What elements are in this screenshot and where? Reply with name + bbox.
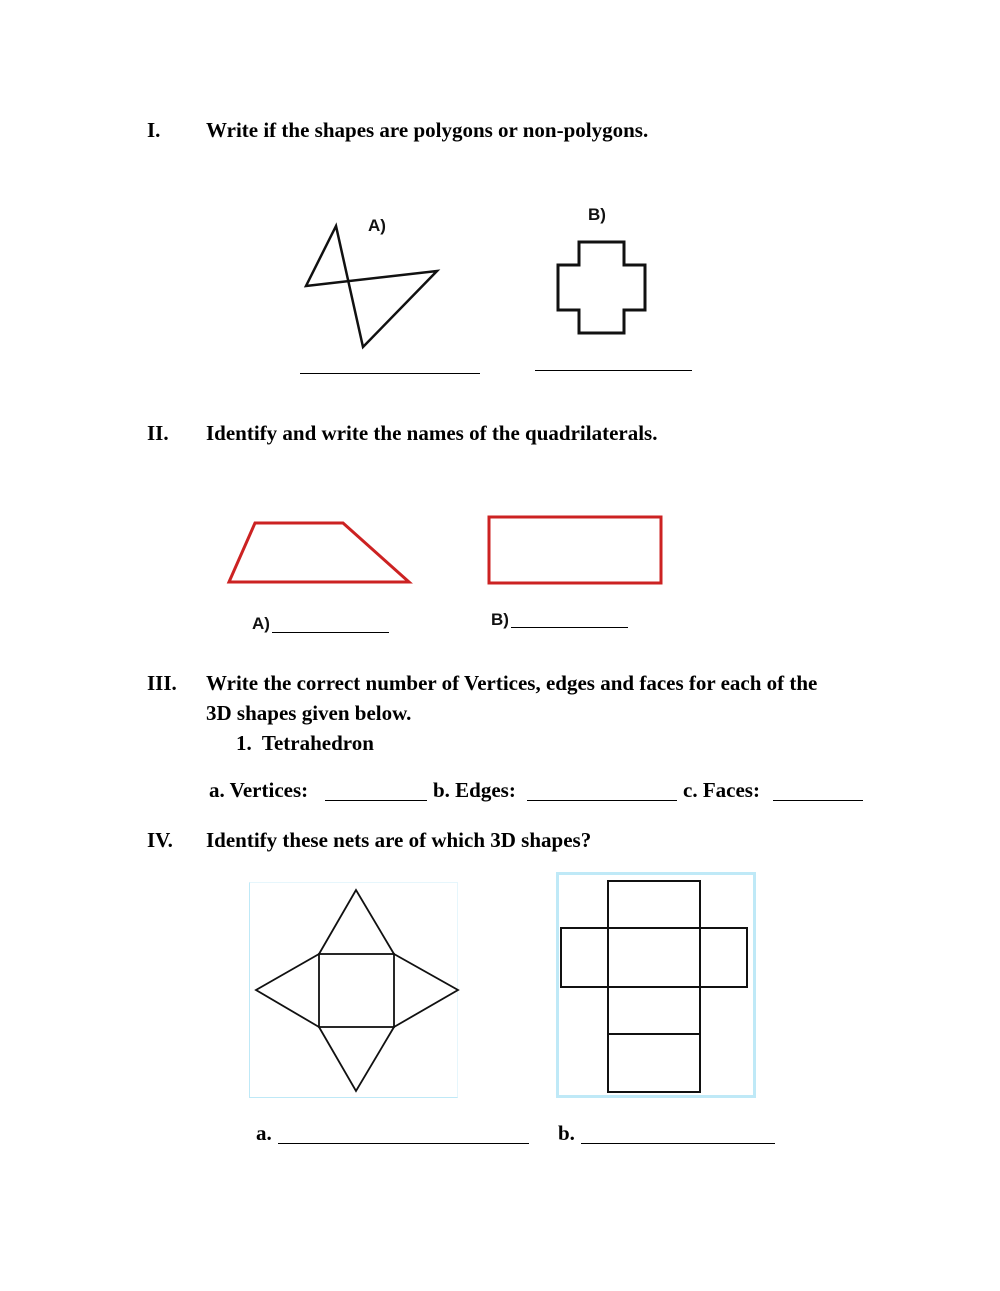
net-b-answer-label: b. (558, 1121, 575, 1145)
shape-b-label: B) (588, 205, 606, 224)
section-1-title: Write if the shapes are polygons or non-polygons. (206, 118, 649, 142)
section-2-title: Identify and write the names of the quadrilaterals. (206, 421, 658, 445)
section-4-number: IV. (147, 828, 173, 852)
vertices-label: a. Vertices: (209, 778, 309, 802)
edges-label: b. Edges: (433, 778, 516, 802)
section-1-number: I. (147, 118, 161, 142)
net-b-answer-line[interactable] (581, 1143, 775, 1144)
section-4-title: Identify these nets are of which 3D shapes? (206, 828, 592, 852)
net-a-answer-label: a. (256, 1121, 272, 1145)
section-3-title-line-1: Write the correct number of Vertices, edges and faces for each of the (206, 671, 818, 695)
faces-label: c. Faces: (683, 778, 760, 802)
tetrahedron-item: 1. Tetrahedron (236, 731, 374, 755)
quad-b-label: B) (491, 610, 509, 629)
section-2-number: II. (147, 421, 169, 445)
section-3-number: III. (147, 671, 177, 695)
shape-a-label: A) (368, 216, 386, 235)
section-3-title-line-2: 3D shapes given below. (206, 701, 412, 725)
net-a-answer-line[interactable] (278, 1143, 529, 1144)
quad-a-label: A) (252, 614, 270, 633)
